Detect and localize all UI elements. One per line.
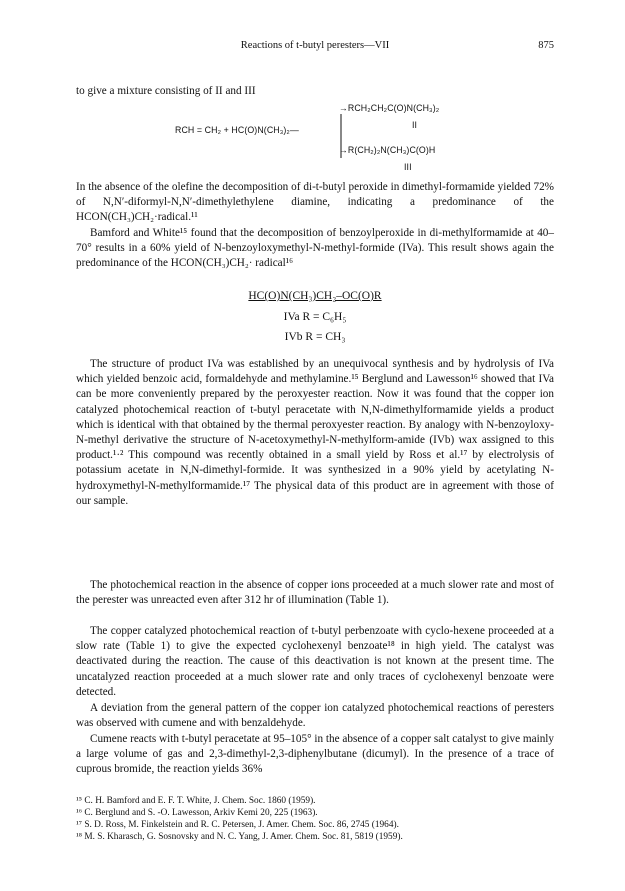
footnote-16: ¹⁶ C. Berglund and S. -O. Lawesson, Arkiv Kemi 20, 225 (1963). — [76, 808, 318, 818]
paragraph-3: The structure of product IVa was established by an unequivocal synthesis and by hydrolysis of IVa which yielded benzoic acid, formaldehyde and methylamine.¹⁵ Berglund and Lawesson¹⁶ showed that IVa can be more conveniently prepared by the peroxyester reaction. Now it was found that the copper ion catalyzed photochemical reaction of t-butyl peracetate with N,N-dimethylformamide yields a product which is identical with that obtained by the thermal peroxyester reaction. By analogy with N-benzoyloxy-N-methyl derivative the structure of N-acetoxymethyl-N-methylform-amide (IVb) wax assigned to this product.¹·² This compound was recently obtained in a small yield by Ross et al.¹⁷ by electrolysis of potassium acetate in N,N-dimethyl-formide. It was synthesized in a 90% yield by acetylating N-hydroxymethyl-N-methylformamide.¹⁷ The physical data of this product are in agreement with those of our sample. — [76, 358, 554, 507]
formula-main: HC(O)N(CH₃)CH₂–OC(O)R — [248, 290, 382, 302]
page-number: 875 — [538, 40, 554, 51]
label-iii: III — [404, 162, 412, 172]
paragraph-6: A deviation from the general pattern of the copper ion catalyzed photochemical reactions of peresters was observed with cumene and with benzaldehyde. — [76, 702, 554, 730]
footnote-15: ¹⁵ C. H. Bamford and E. F. T. White, J. Chem. Soc. 1860 (1959). — [76, 796, 316, 806]
running-title: Reactions of t-butyl peresters—VII — [240, 40, 390, 51]
paragraph-1: In the absence of the olefine the decomposition of di-t-butyl peroxide in dimethyl-formamide yielded 72% of N,N′-diformyl-N,N′-dimethylethylene diamine, indicating a predominance of the HCON(CH₃)CH₂·radical.¹¹ — [76, 181, 554, 224]
product-ii: →RCH₂CH₂C(O)N(CH₃)₂ — [339, 103, 440, 113]
footnote-17: ¹⁷ S. D. Ross, M. Finkelstein and R. C. Petersen, J. Amer. Chem. Soc. 86, 2745 (1964). — [76, 820, 399, 830]
paragraph-7: Cumene reacts with t-butyl peracetate at 95–105° in the absence of a copper salt catalyst to give mainly a large volume of gas and 2,3-dimethyl-2,3-diphenylbutane (dicumyl). In the presence of a trace of cuprous bromide, the reaction yields 36% — [76, 733, 554, 776]
label-ii: II — [412, 120, 418, 130]
product-iii: →R(CH₂)₂N(CH₃)C(O)H — [339, 145, 436, 155]
running-header — [76, 40, 554, 56]
formula-iva: IVa R = C₆H₅ — [283, 311, 347, 323]
paragraph-4: The photochemical reaction in the absence of copper ions proceeded at a much slower rate and most of the perester was unreacted even after 312 hr of illumination (Table 1). — [76, 579, 554, 607]
footnote-18: ¹⁸ M. S. Kharasch, G. Sosnovsky and N. C. Yang, J. Amer. Chem. Soc. 81, 5819 (1959). — [76, 832, 403, 842]
paragraph-5: The copper catalyzed photochemical reaction of t-butyl perbenzoate with cyclo-hexene proceeded at a slow rate (Table 1) to give the expected cyclohexenyl benzoate¹⁸ in high yield. The catalyst was deactivated during the reaction. The cause of this deactivation is not known at the present time. The uncatalyzed reaction proceeded at a much slower rate and only traces of cyclohexenyl benzoate were detected. — [76, 625, 554, 698]
scheme-reactants: RCH = CH₂ + HC(O)N(CH₃)₂— — [175, 125, 299, 135]
formula-ivb: IVb R = CH₃ — [284, 331, 346, 343]
paragraph-2: Bamford and White¹⁵ found that the decomposition of benzoylperoxide in di-methylformamide at 40–70° results in a 60% yield of N-benzoyloxymethyl-N-methyl-formide (IVa). This result shows again the predominance of the HCON(CH₃)CH₂· radical¹⁶ — [76, 227, 554, 270]
intro-line: to give a mixture consisting of II and III — [76, 85, 256, 97]
